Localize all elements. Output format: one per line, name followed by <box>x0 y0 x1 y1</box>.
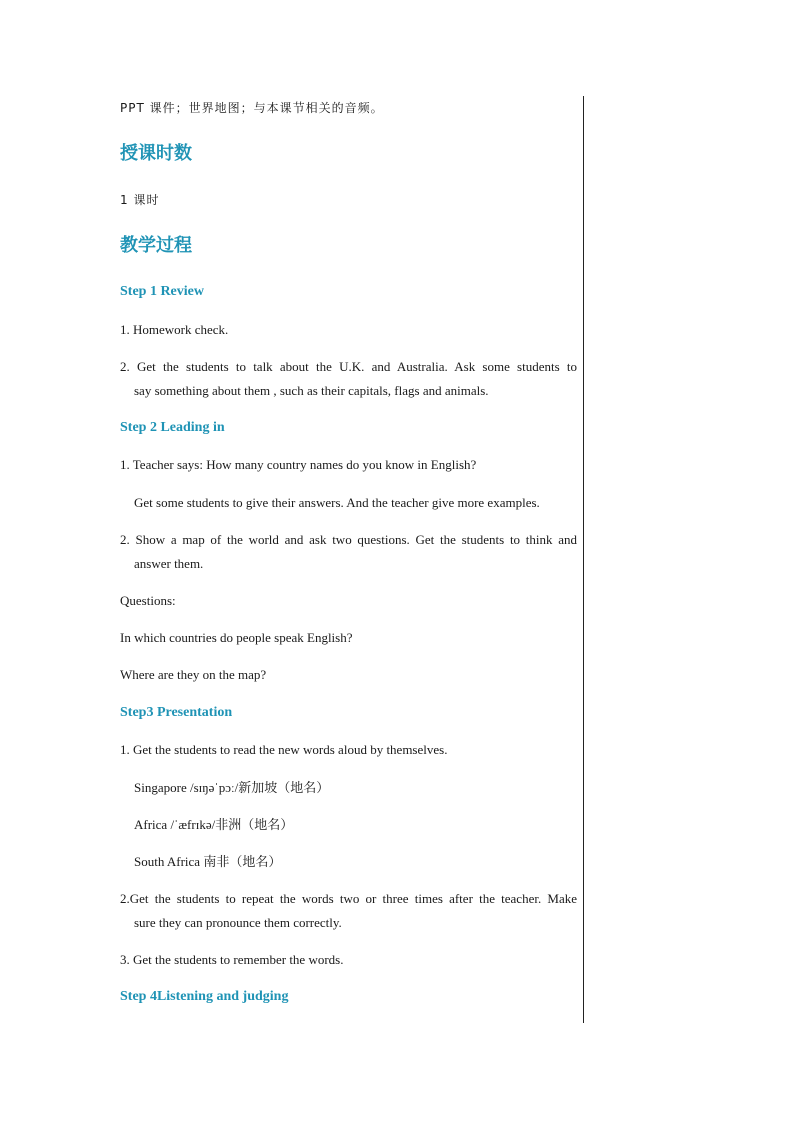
step2-item1-sub: Get some students to give their answers. And the teacher give more examples. <box>134 495 540 510</box>
step2-item2-line2: answer them. <box>134 556 204 571</box>
step3-item2-line1: 2.Get the students to repeat the words two or three times after the teacher. Make <box>120 891 577 906</box>
step2-item2 <box>120 528 577 576</box>
step1-item2-line2: say something about them , such as their capitals, flags and animals. <box>134 383 489 398</box>
step4-title: Step 4Listening and judging <box>120 989 289 1004</box>
step3-item1: 1. Get the students to read the new words aloud by themselves. <box>120 742 448 757</box>
step3-item3: 3. Get the students to remember the words. <box>120 952 344 967</box>
step3-item2-line2: sure they can pronounce them correctly. <box>134 915 342 930</box>
step3-word3: South Africa 南非（地名） <box>134 854 282 869</box>
step2-item2-line1: 2. Show a map of the world and ask two questions. Get the students to think and <box>120 532 577 547</box>
step3-title: Step3 Presentation <box>120 705 233 720</box>
step2-question2: Where are they on the map? <box>120 667 267 682</box>
step2-question1: In which countries do people speak English? <box>120 630 353 645</box>
step3-word2: Africa /ˈæfrɪkə/非洲（地名） <box>134 817 294 832</box>
step1-item2 <box>120 355 577 403</box>
step2-item1: 1. Teacher says: How many country names do you know in English? <box>120 457 477 472</box>
materials-text: PPT 课件；世界地图；与本课节相关的音频。 <box>120 101 384 115</box>
step3-word1: Singapore /sɪŋəˈpɔː/新加坡（地名） <box>134 780 330 795</box>
section-process-title: 教学过程 <box>120 235 192 256</box>
step3-item2 <box>120 887 577 935</box>
step2-questions-label: Questions: <box>120 593 176 608</box>
section-hours-title: 授课时数 <box>120 143 192 164</box>
table-right-border <box>583 96 584 1023</box>
step2-title: Step 2 Leading in <box>120 420 225 435</box>
step1-item1: 1. Homework check. <box>120 322 229 337</box>
section-hours-text: 1 课时 <box>120 193 160 207</box>
step1-item2-line1: 2. Get the students to talk about the U.K. and Australia. Ask some students to <box>120 359 577 374</box>
step1-title: Step 1 Review <box>120 284 204 299</box>
